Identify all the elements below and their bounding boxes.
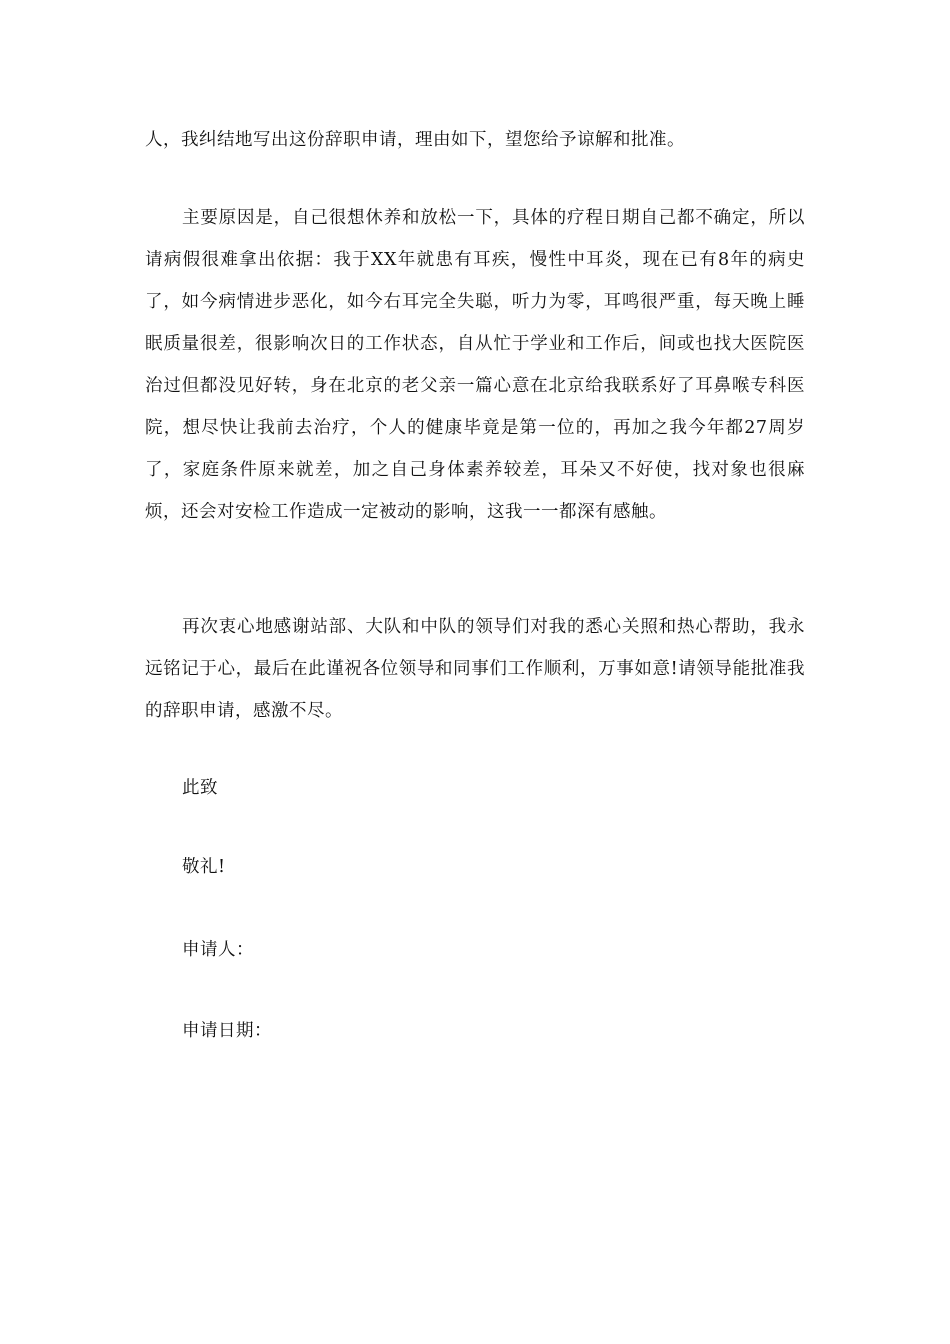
paragraph-main-reason: 主要原因是，自己很想休养和放松一下，具体的疗程日期自己都不确定，所以请病假很难拿出依据：我于XX年就患有耳疾，慢性中耳炎，现在已有8年的病史了，如今病情进步恶化，如今右耳完全失聪，听力为零，耳鸣很严重，每天晚上睡眠质量很差，很影响次日的工作状态，自从忙于学业和工作后，间或也找大医院医治过但都没见好转，身在北京的老父亲一篇心意在北京给我联系好了耳鼻喉专科医院，想尽快让我前去治疗，个人的健康毕竟是第一位的，再加之我今年都27周岁了，家庭条件原来就差，加之自己身体素养较差，耳朵又不好使，找对象也很麻烦，还会对安检工作造成一定被动的影响，这我一一都深有感触。 bbox=[145, 208, 805, 522]
closing-phrase: 此致 bbox=[182, 778, 218, 798]
paragraph-thanks: 再次衷心地感谢站部、大队和中队的领导们对我的悉心关照和热心帮助，我永远铭记于心，最后在此谨祝各位领导和同事们工作顺利，万事如意!请领导能批准我的辞职申请，感激不尽。 bbox=[145, 617, 805, 721]
salute-phrase: 敬礼! bbox=[182, 857, 226, 877]
paragraph-intro-continuation: 人，我纠结地写出这份辞职申请，理由如下，望您给予谅解和批准。 bbox=[145, 130, 685, 150]
applicant-label: 申请人： bbox=[182, 940, 254, 960]
date-label: 申请日期： bbox=[182, 1021, 272, 1041]
